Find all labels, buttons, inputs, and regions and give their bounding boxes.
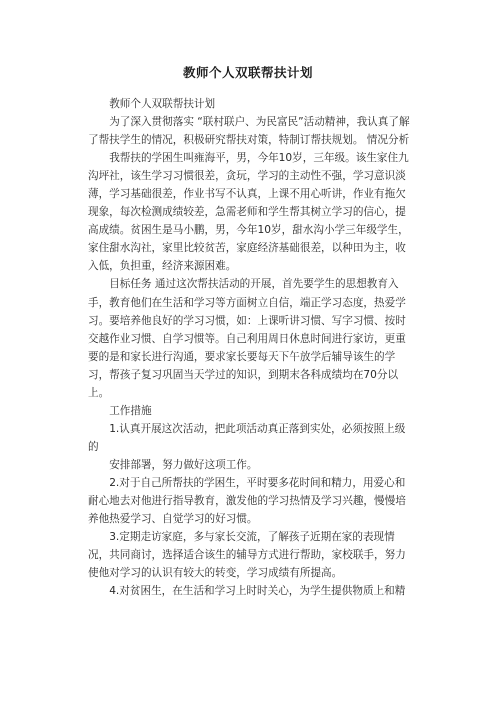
paragraph-intro: 为了深入贯彻落实 “联村联户、为民富民”活动精神，我认真了解了帮扶学生的情况，积极研究帮扶对策，特制订帮扶规划。 情况分析 bbox=[88, 116, 410, 147]
paragraph-measures-heading: 工作措施 bbox=[109, 404, 152, 417]
paragraph-goals: 目标任务 通过这次帮扶活动的开展，首先要学生的思想教育入手，教育他们在生活和学习等方面树立自信，端正学习态度，热爱学习。要培养他良好的学习习惯，如：上课听讲习惯、写字习惯、按时交越作业习惯、自学习惯等。自己利用周日休息时间进行家访，更重要的是和家长进行沟通，要求家长要每天下午放学后辅导该生的学习，帮孩子复习巩固当天学过的知识，到期末各科成绩均在70分以上。 bbox=[88, 278, 406, 399]
paragraph-situation: 我帮扶的学困生叫雍海平，男，今年10岁，三年级。该生家住九沟坪社，该生学习习惯很差，贪玩，学习的主动性不强，学习意识淡薄，学习基础很差，作业书写不认真，上课不用心听讲，作业有拖欠现象，每次检测成绩较差，急需老师和学生帮其树立学习的信心，提高成绩。贫困生是马小鹏，男，今年10岁，甜水沟小学三年级学生，家住甜水沟社，家里比较贫苦，家庭经济基础很差，以种田为主，收入低，负担重，经济来源困难。 bbox=[88, 152, 409, 273]
document-body bbox=[88, 95, 415, 600]
document-title: 教师个人双联帮扶计划 bbox=[182, 65, 313, 80]
paragraph-measure-1: 1.认真开展这次活动，把此项活动真正落到实处，必须按照上级的 bbox=[88, 422, 406, 453]
paragraph-measure-2: 2.对于自己所帮扶的学困生，平时要多花时间和精力，用爱心和耐心地去对他进行指导教育，激发他的学习热情及学习兴趣，慢慢培养他热爱学习、自觉学习的好习惯。 bbox=[88, 476, 406, 526]
paragraph-subtitle: 教师个人双联帮扶计划 bbox=[109, 98, 216, 110]
paragraph-measure-3: 3.定期走访家庭，多与家长交流，了解孩子近期在家的表现情况，共同商讨，选择适合该生的辅导方式进行帮助，家校联手，努力使他对学习的认识有较大的转变，学习成绩有所提高。 bbox=[88, 531, 406, 580]
paragraph-measure-1-cont: 安排部署，努力做好这项工作。 bbox=[109, 458, 258, 471]
paragraph-measure-4: 4.对贫困生，在生活和学习上时时关心，为学生提供物质上和精 bbox=[109, 585, 406, 598]
